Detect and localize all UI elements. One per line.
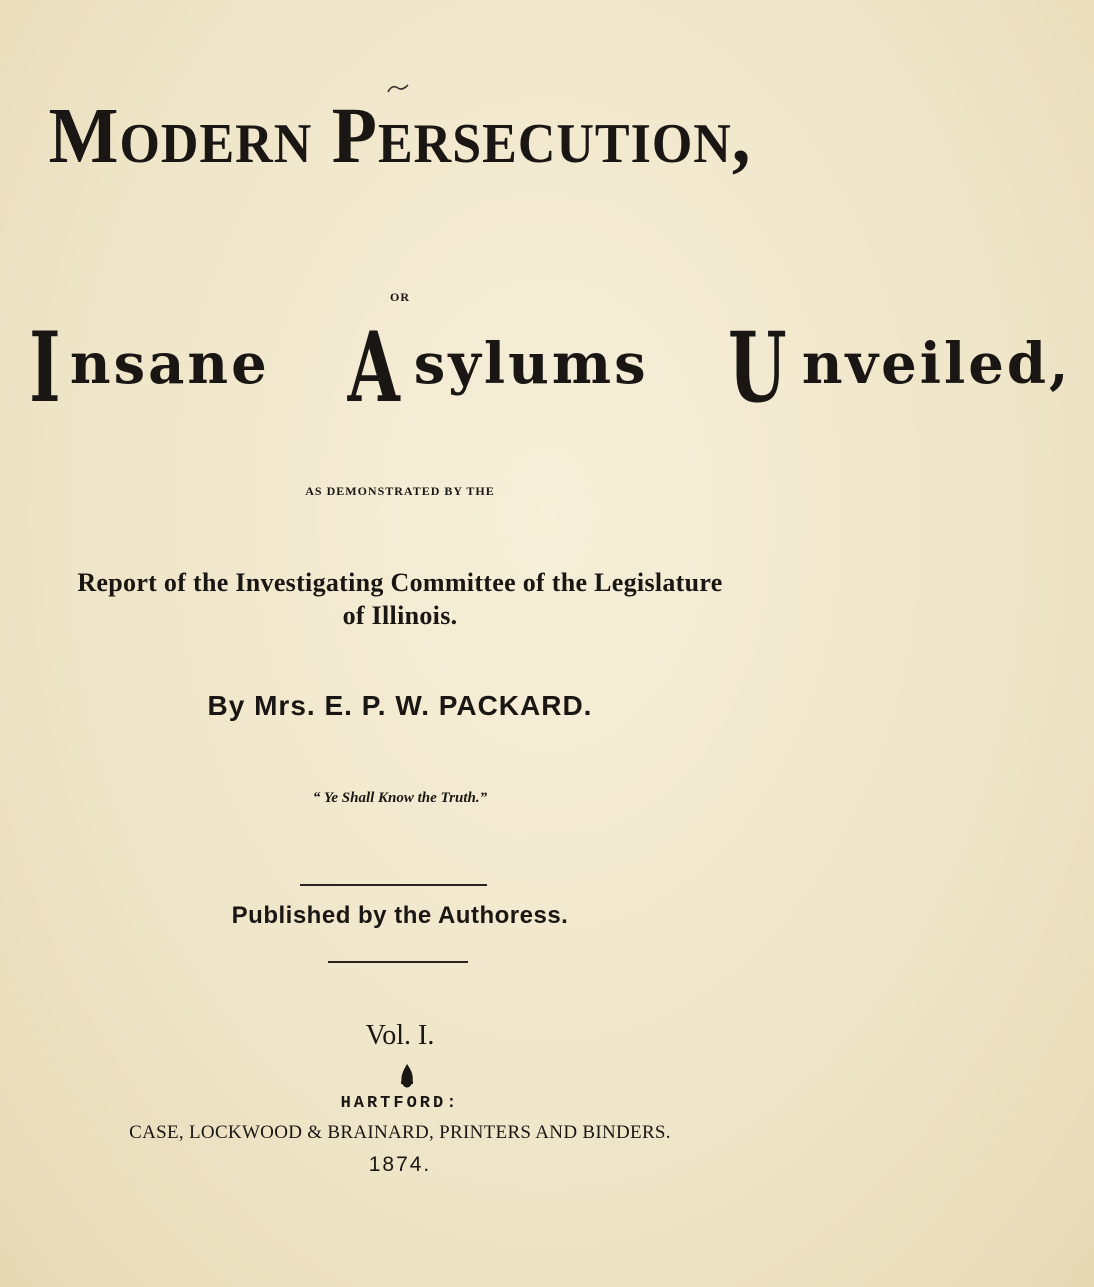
- divider-bottom: [328, 961, 468, 963]
- subtitle-gothic: [0, 311, 1072, 424]
- motto: “ Ye Shall Know the Truth.”: [312, 790, 488, 806]
- divider-top: [300, 884, 487, 886]
- demonstrated-by-line: AS DEMONSTRATED BY THE: [305, 484, 495, 498]
- drop-capital: A: [347, 311, 403, 424]
- report-line-2: of Illinois.: [342, 600, 458, 630]
- drop-capital: I: [29, 311, 63, 424]
- volume-label: Vol. I.: [365, 1020, 435, 1051]
- ink-blot-icon: [398, 1063, 416, 1091]
- publication-year: 1874.: [368, 1153, 432, 1176]
- report-line-1: Report of the Investigating Committee of the Legislature: [77, 568, 723, 597]
- connector-or: OR: [390, 290, 410, 304]
- drop-capital: U: [728, 311, 789, 424]
- subtitle-word-unveiled: U nveiled,: [728, 311, 1072, 424]
- report-description: [0, 567, 800, 632]
- publication-city: HARTFORD:: [340, 1094, 460, 1113]
- author-line: By Mrs. E. P. W. PACKARD.: [207, 690, 593, 721]
- subtitle-word-insane: Insane: [29, 311, 270, 424]
- book-title: Modern Persecution,: [48, 91, 752, 181]
- printer-line: CASE, LOCKWOOD & BRAINARD, PRINTERS AND BINDERS.: [129, 1122, 671, 1143]
- subtitle-word-asylums: A sylums: [347, 311, 649, 424]
- publisher-note: Published by the Authoress.: [231, 902, 569, 929]
